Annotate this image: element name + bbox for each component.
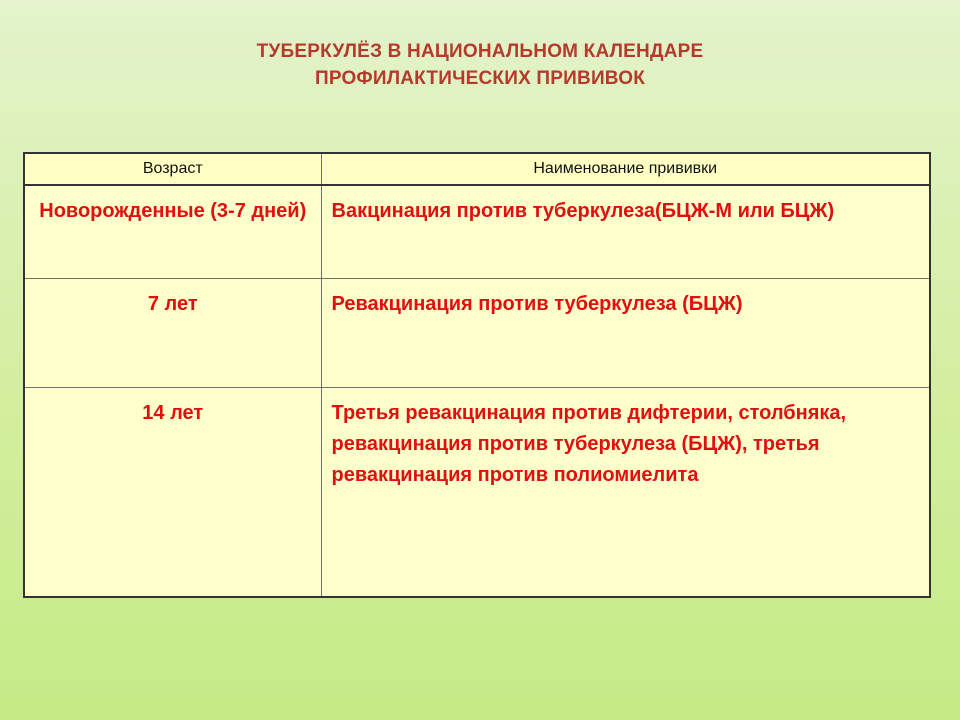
slide-title-line-1: ТУБЕРКУЛЁЗ В НАЦИОНАЛЬНОМ КАЛЕНДАРЕ — [256, 41, 704, 62]
table-row — [24, 279, 930, 388]
vaccination-schedule-table — [23, 152, 931, 598]
vaccination-name-cell: Ревакцинация против туберкулеза (БЦЖ) — [321, 279, 930, 388]
slide-title — [0, 38, 960, 92]
table-row — [24, 388, 930, 598]
age-cell: 14 лет — [24, 388, 321, 598]
age-cell: Новорожденные (3-7 дней) — [24, 185, 321, 279]
header-vaccination-name: Наименование прививки — [321, 153, 930, 185]
vaccination-name-cell: Третья ревакцинация против дифтерии, столбняка, ревакцинация против туберкулеза (БЦЖ), третья ревакцинация против полиомиелита — [321, 388, 930, 598]
slide-title-line-2: ПРОФИЛАКТИЧЕСКИХ ПРИВИВОК — [314, 68, 646, 89]
table-header-row — [24, 153, 930, 185]
header-age: Возраст — [24, 153, 321, 185]
vaccination-name-cell: Вакцинация против туберкулеза(БЦЖ-М или БЦЖ) — [321, 185, 930, 279]
age-cell: 7 лет — [24, 279, 321, 388]
table-row — [24, 185, 930, 279]
